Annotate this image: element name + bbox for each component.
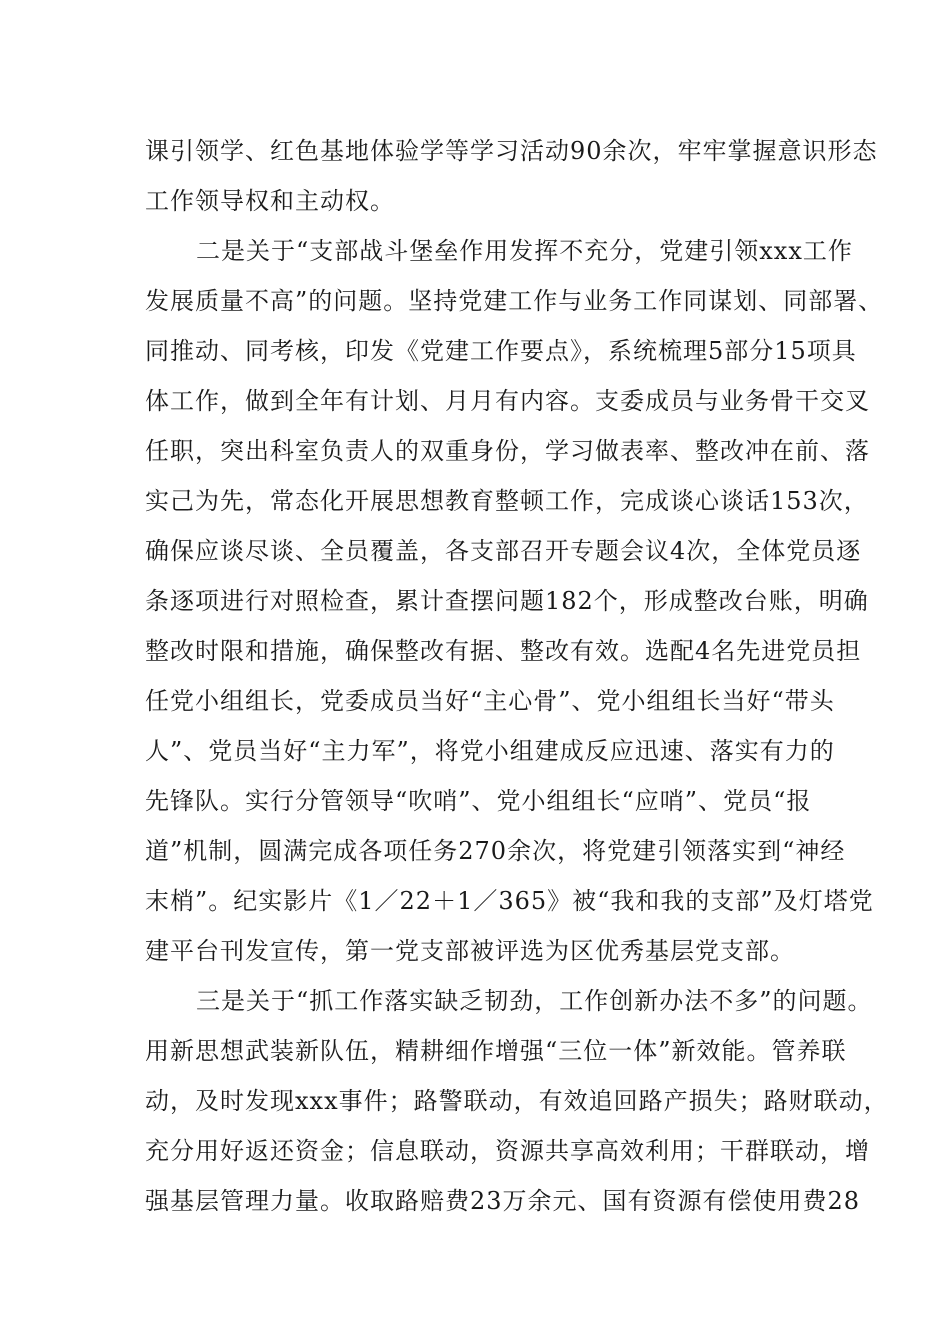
text-line: 工作领导权和主动权。 <box>145 187 395 215</box>
text-line: 强基层管理力量。收取路赔费23万余元、国有资源有偿使用费28 <box>145 1187 861 1215</box>
text-line: 充分用好返还资金；信息联动，资源共享高效利用；干群联动，增 <box>145 1137 870 1165</box>
text-line: 任党小组组长，党委成员当好“主心骨”、党小组组长当好“带头 <box>145 687 835 715</box>
paragraph-start-line: 三是关于“抓工作落实缺乏韧劲，工作创新办法不多”的问题。 <box>196 987 873 1015</box>
text-line: 确保应谈尽谈、全员覆盖，各支部召开专题会议4次，全体党员逐 <box>145 537 862 565</box>
text-line: 课引领学、红色基地体验学等学习活动90余次，牢牢掌握意识形态 <box>145 137 878 165</box>
text-line: 人”、党员当好“主力军”，将党小组建成反应迅速、落实有力的 <box>145 737 835 765</box>
text-line: 道”机制，圆满完成各项任务270余次，将党建引领落实到“神经 <box>145 837 846 865</box>
text-line: 发展质量不高”的问题。坚持党建工作与业务工作同谋划、同部署、 <box>145 287 884 315</box>
paragraph-start-line: 二是关于“支部战斗堡垒作用发挥不充分，党建引领xxx工作 <box>196 237 853 265</box>
text-line: 条逐项进行对照检查，累计查摆问题182个，形成整改台账，明确 <box>145 587 869 615</box>
text-line: 整改时限和措施，确保整改有据、整改有效。选配4名先进党员担 <box>145 637 862 665</box>
text-line: 同推动、同考核，印发《党建工作要点》，系统梳理5部分15项具 <box>145 337 857 365</box>
text-line: 实己为先，常态化开展思想教育整顿工作，完成谈心谈话153次， <box>145 487 869 515</box>
text-line: 末梢”。纪实影片《1／22＋1／365》被“我和我的支部”及灯塔党 <box>145 887 874 915</box>
text-line: 动，及时发现xxx事件；路警联动，有效追回路产损失；路财联动， <box>145 1087 889 1115</box>
text-line: 体工作，做到全年有计划、月月有内容。支委成员与业务骨干交叉 <box>145 387 870 415</box>
text-line: 用新思想武装新队伍，精耕细作增强“三位一体”新效能。管养联 <box>145 1037 847 1065</box>
text-line: 建平台刊发宣传，第一党支部被评选为区优秀基层党支部。 <box>145 937 795 965</box>
text-line: 任职，突出科室负责人的双重身份，学习做表率、整改冲在前、落 <box>145 437 870 465</box>
text-line: 先锋队。实行分管领导“吹哨”、党小组组长“应哨”、党员“报 <box>145 787 812 815</box>
